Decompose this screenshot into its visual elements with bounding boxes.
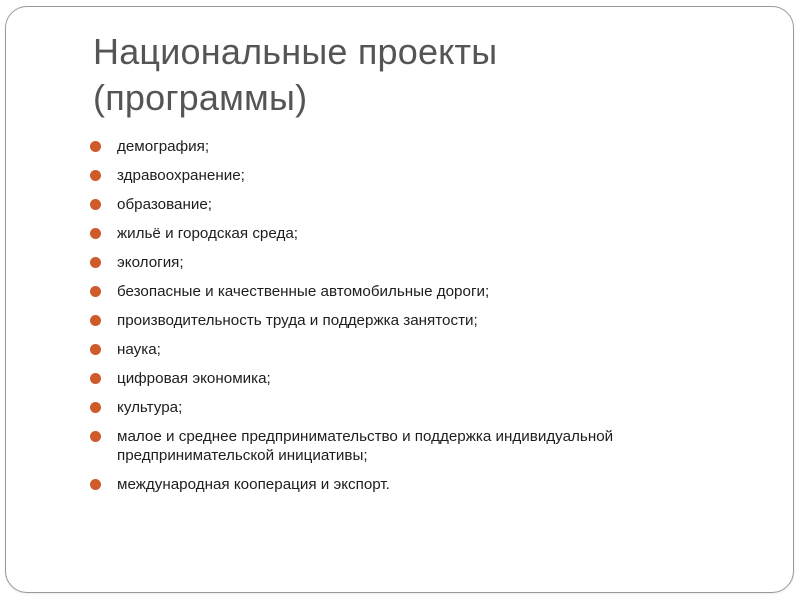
list-item [90, 398, 770, 417]
bullet-dot-icon [90, 228, 101, 239]
list-item-text: жильё и городская среда; [117, 225, 299, 242]
list-item [90, 475, 770, 494]
title-line-1: Национальные проекты [93, 31, 498, 72]
slide-frame [5, 6, 794, 593]
slide-title [93, 29, 713, 121]
list-item [90, 166, 770, 185]
list-item-text: малое и среднее предпринимательство и поддержка индивидуальной предпринимательской инициативы; [117, 428, 614, 464]
bullet-dot-icon [90, 286, 101, 297]
list-item-text: здравоохранение; [117, 167, 245, 184]
list-item [90, 253, 770, 272]
bullet-dot-icon [90, 402, 101, 413]
list-item-text: безопасные и качественные автомобильные дороги; [117, 283, 490, 300]
list-item-text: цифровая экономика; [117, 370, 271, 387]
bullet-list [90, 137, 770, 504]
list-item-text: культура; [117, 399, 183, 416]
list-item [90, 137, 770, 156]
list-item [90, 224, 770, 243]
list-item [90, 195, 770, 214]
bullet-dot-icon [90, 199, 101, 210]
bullet-dot-icon [90, 141, 101, 152]
bullet-dot-icon [90, 479, 101, 490]
bullet-dot-icon [90, 344, 101, 355]
bullet-dot-icon [90, 373, 101, 384]
list-item-text: наука; [117, 341, 161, 358]
list-item-text: образование; [117, 196, 212, 213]
bullet-dot-icon [90, 170, 101, 181]
list-item [90, 311, 770, 330]
title-line-2: (программы) [93, 77, 308, 118]
list-item-text: демография; [117, 138, 210, 155]
bullet-dot-icon [90, 315, 101, 326]
bullet-dot-icon [90, 431, 101, 442]
list-item [90, 369, 770, 388]
list-item [90, 282, 770, 301]
bullet-dot-icon [90, 257, 101, 268]
list-item-text: производительность труда и поддержка занятости; [117, 312, 478, 329]
list-item [90, 340, 770, 359]
list-item [90, 427, 770, 465]
list-item-text: международная кооперация и экспорт. [117, 476, 390, 493]
list-item-text: экология; [117, 254, 184, 271]
